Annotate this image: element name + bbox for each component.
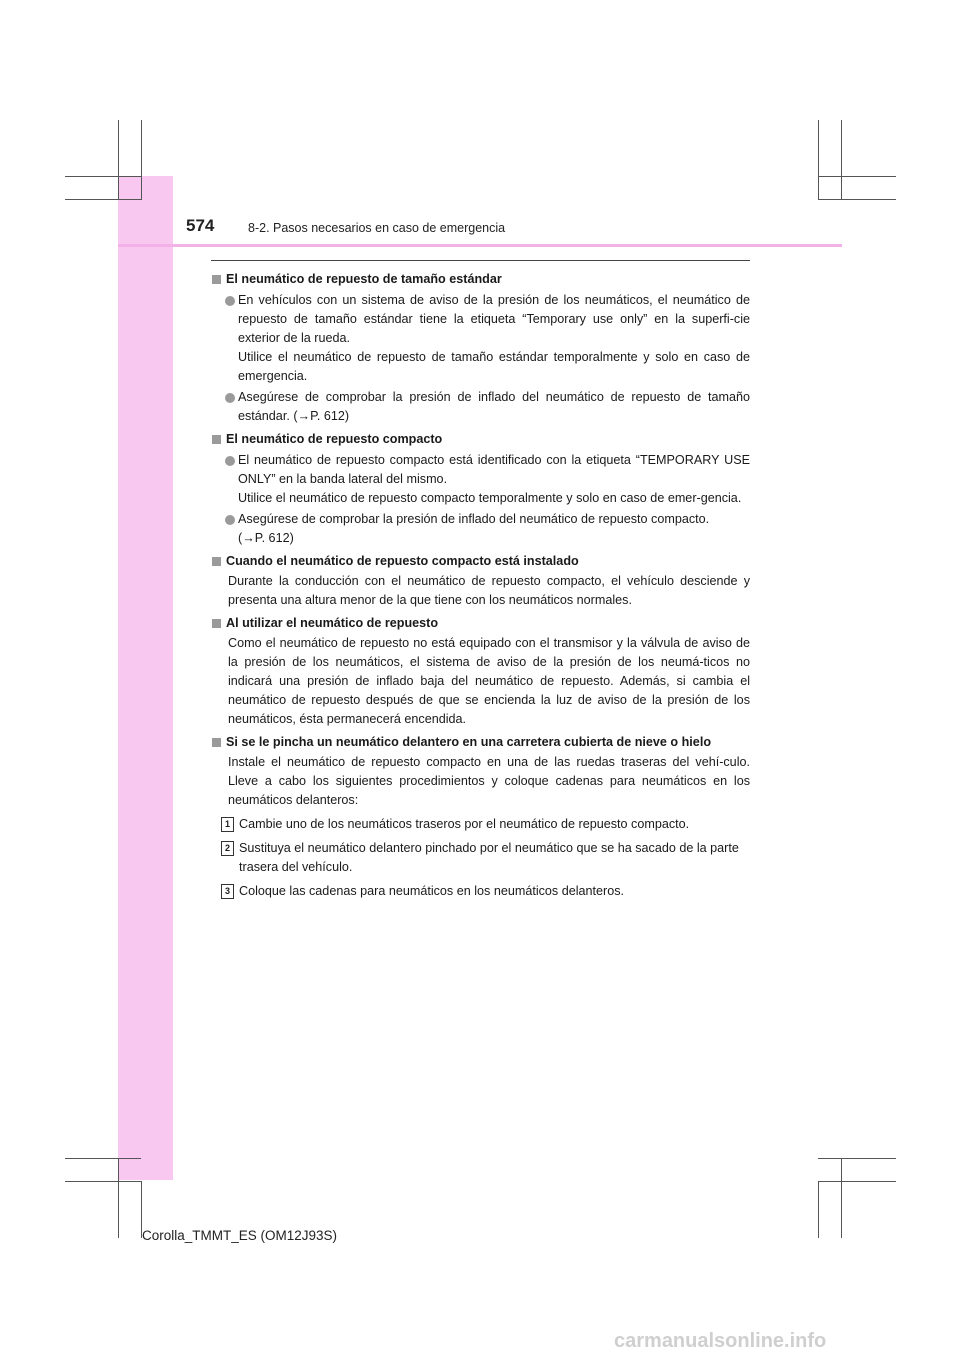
watermark-text: carmanualsonline.info: [614, 1330, 827, 1352]
step-item: 2 Sustituya el neumático delantero pinchado por el neumático que se ha sacado de la parte trasera del vehículo.: [211, 839, 750, 877]
crop-mark: [818, 176, 896, 177]
crop-mark: [818, 1181, 896, 1182]
square-bullet-icon: [212, 619, 221, 628]
page-number: 574: [186, 216, 215, 235]
crop-mark: [841, 120, 842, 200]
crop-mark: [65, 1158, 141, 1159]
section-heading: Cuando el neumático de repuesto compacto está instalado: [211, 552, 750, 571]
section-heading: Al utilizar el neumático de repuesto: [211, 614, 750, 633]
watermark-logo: [612, 1328, 957, 1352]
section-rule: [211, 260, 750, 261]
crop-mark: [818, 1181, 819, 1238]
step-number-badge: 1: [221, 817, 234, 832]
document-id: Corolla_TMMT_ES (OM12J93S): [142, 1228, 338, 1243]
bullet-item: El neumático de repuesto compacto está identificado con la etiqueta “TEMPORARY USE ONLY” en la banda lateral del mismo. Utilice el neumático de repuesto compacto temporalmente y solo en caso de emer-gencia.: [211, 451, 750, 508]
section-heading: El neumático de repuesto de tamaño estándar: [211, 270, 750, 289]
crop-mark: [818, 1158, 896, 1159]
bullet-item: Asegúrese de comprobar la presión de inflado del neumático de repuesto de tamaño estándar. (→P. 612): [211, 388, 750, 426]
crop-mark: [65, 1181, 141, 1182]
main-content: [211, 266, 750, 901]
step-item: 1 Cambie uno de los neumáticos traseros por el neumático de repuesto compacto.: [211, 815, 750, 834]
step-number-badge: 3: [221, 884, 234, 899]
square-bullet-icon: [212, 275, 221, 284]
paragraph: Instale el neumático de repuesto compacto en una de las ruedas traseras del vehí-culo. Lleve a cabo los siguientes procedimientos y coloque cadenas para neumáticos en los neumáticos delanteros:: [228, 755, 750, 807]
crop-mark: [118, 120, 119, 200]
bullet-item: En vehículos con un sistema de aviso de la presión de los neumáticos, el neumático de repuesto de tamaño estándar tiene la etiqueta “Temporary use only” en la superfi-cie exterior de la rueda. Utilice el neumático de repuesto de tamaño estándar temporalmente y solo en caso de emergencia.: [211, 291, 750, 386]
chapter-title: 8-2. Pasos necesarios en caso de emergencia: [248, 221, 506, 235]
crop-mark: [841, 1158, 842, 1238]
round-bullet-icon: [225, 515, 235, 525]
round-bullet-icon: [225, 296, 235, 306]
step-number-badge: 2: [221, 841, 234, 856]
round-bullet-icon: [225, 456, 235, 466]
page-color-tab: [118, 176, 173, 1180]
square-bullet-icon: [212, 738, 221, 747]
bullet-item: Asegúrese de comprobar la presión de inflado del neumático de repuesto compacto. (→P. 612): [211, 510, 750, 548]
section-heading: Si se le pincha un neumático delantero en una carretera cubierta de nieve o hielo: [211, 733, 750, 752]
step-item: 3 Coloque las cadenas para neumáticos en los neumáticos delanteros.: [211, 882, 750, 901]
crop-mark: [818, 120, 819, 200]
paragraph: Como el neumático de repuesto no está equipado con el transmisor y la válvula de aviso de la presión de los neumáticos, el sistema de aviso de la presión de los neumá-ticos no indicará una presión de inflado baja del neumático de repuesto. Además, si cambia el neumático de repuesto después de que se encienda la luz de aviso de la presión de los neumáticos, ésta permanecerá encendida.: [228, 636, 750, 726]
crop-mark: [118, 1158, 119, 1238]
crop-mark: [65, 176, 141, 177]
square-bullet-icon: [212, 557, 221, 566]
paragraph: Durante la conducción con el neumático de repuesto compacto, el vehículo desciende y presenta una altura menor de la que tiene con los neumáticos normales.: [228, 574, 750, 607]
section-heading: El neumático de repuesto compacto: [211, 430, 750, 449]
crop-mark: [818, 199, 896, 200]
crop-mark: [65, 199, 141, 200]
square-bullet-icon: [212, 435, 221, 444]
header-divider: [118, 244, 842, 247]
crop-mark: [141, 120, 142, 200]
round-bullet-icon: [225, 393, 235, 403]
